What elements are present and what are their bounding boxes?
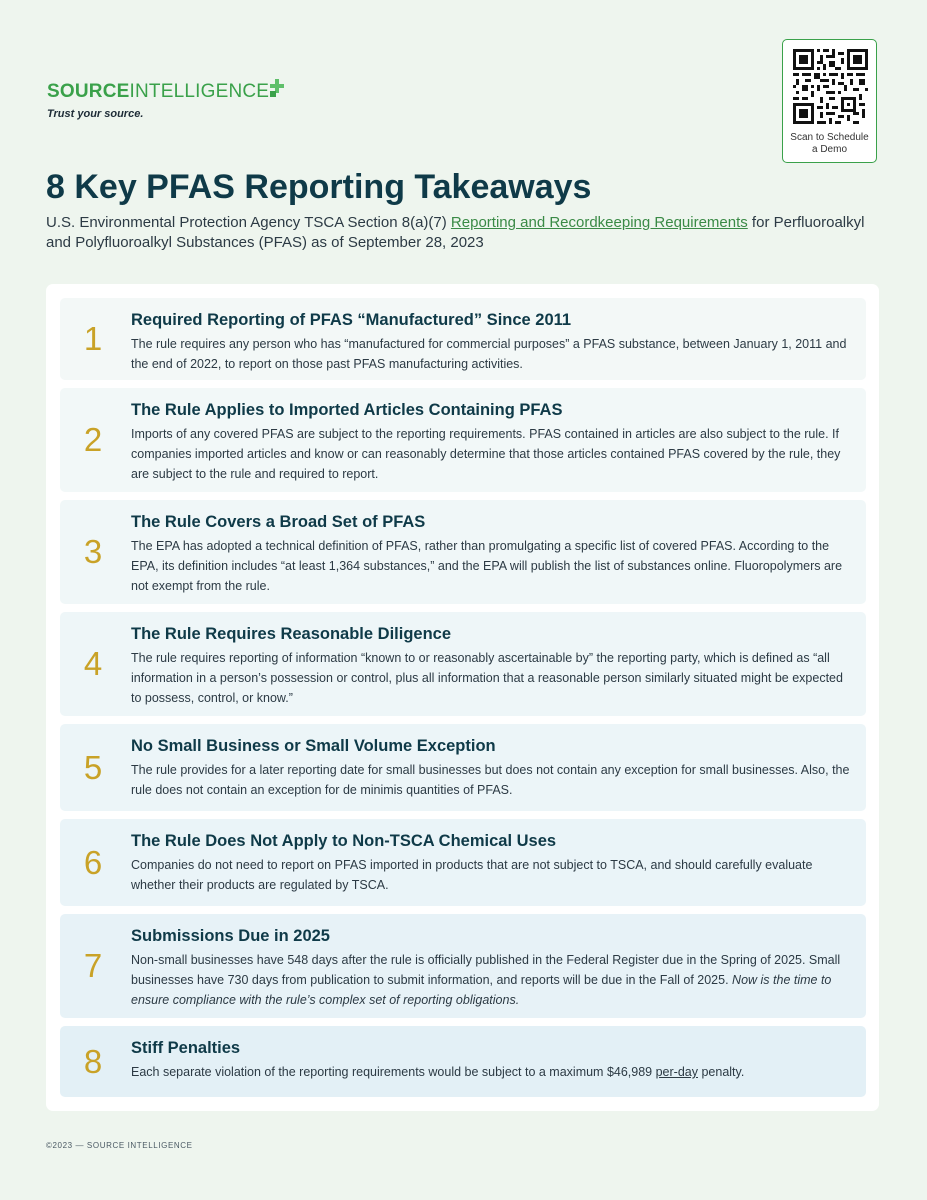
takeaway-number: 6: [83, 843, 103, 881]
takeaway-title: Required Reporting of PFAS “Manufactured” Since 2011: [131, 311, 572, 329]
qr-code-box[interactable]: [782, 39, 877, 163]
takeaway-body: Imports of any covered PFAS are subject to the reporting requirements. PFAS contained in articles are also subject to the rule. If companies imported articles and know or can reasonably determine that those articles contained PFAS covered by the rule, they are subject to the rule and required to report.: [131, 427, 841, 481]
takeaway-body: Non-small businesses have 548 days after the rule is officially published in the Federal Register due in the Spring of 2025. Small businesses have 730 days from publication to submit information, and reports will be due in the Fall of 2025. Now is the time to ensure compliance with the rule’s complex set of reporting obligations.: [131, 953, 841, 1007]
takeaway-number: 3: [83, 533, 103, 570]
takeaway-body: The rule provides for a later reporting date for small businesses but does not contain any exception for small businesses. Also, the rule does not contain an exception for de minimis quantities of PFAS.: [131, 763, 850, 797]
takeaway-body: The EPA has adopted a technical definition of PFAS, rather than promulgating a specific list of covered PFAS. According to the EPA, its definition includes “at least 1,364 substances,” and the EPA will publish the list of substances online. Fluoropolymers are not exempt from the rule.: [131, 539, 843, 593]
page-title: 8 Key PFAS Reporting Takeaways: [46, 168, 592, 206]
takeaway-number: 4: [83, 645, 103, 682]
brand-logo[interactable]: [47, 82, 284, 120]
takeaway-title: Submissions Due in 2025: [131, 927, 330, 945]
requirements-link[interactable]: Reporting and Recordkeeping Requirements: [450, 214, 748, 231]
takeaway-card-6: [60, 819, 866, 906]
footer-copyright: ©2023 — SOURCE INTELLIGENCE: [46, 1141, 193, 1150]
takeaway-card-2: [60, 388, 866, 492]
plus-mark-icon: [270, 79, 284, 101]
takeaway-title: The Rule Requires Reasonable Diligence: [131, 625, 452, 643]
takeaway-card-5: [60, 724, 866, 811]
takeaway-card-8: [60, 1026, 866, 1097]
takeaway-card-7: [60, 914, 866, 1018]
takeaway-card-3: [60, 500, 866, 604]
takeaway-title: The Rule Does Not Apply to Non-TSCA Chemical Uses: [131, 832, 557, 850]
takeaway-card-1: [60, 298, 866, 380]
takeaway-body: Each separate violation of the reporting requirements would be subject to a maximum $46,989 per-day penalty.: [131, 1065, 745, 1079]
takeaways-panel: [46, 284, 879, 1111]
takeaway-body: The rule requires any person who has “manufactured for commercial purposes” a PFAS substance, between January 1, 2011 and the end of 2022, to report on those past PFAS manufacturing activities.: [131, 337, 847, 371]
takeaway-title: The Rule Applies to Imported Articles Containing PFAS: [131, 401, 563, 419]
takeaway-title: Stiff Penalties: [131, 1039, 241, 1057]
takeaway-number: 5: [83, 748, 103, 786]
page-subtitle: U.S. Environmental Protection Agency TSCA Section 8(a)(7) Reporting and Recordkeeping Requirements for Perfluoroalkyl and Polyfluoroalkyl Substances (PFAS) as of September 28, 2023: [46, 214, 865, 251]
qr-label: Scan to Schedule a Demo: [790, 132, 869, 155]
brand-wordmark: SOURCEINTELLIGENCE: [47, 81, 270, 102]
qr-code-icon: [793, 49, 868, 124]
takeaway-title: No Small Business or Small Volume Exception: [131, 737, 496, 755]
takeaway-number: 8: [83, 1042, 103, 1080]
takeaway-card-4: [60, 612, 866, 716]
takeaway-number: 2: [83, 421, 103, 458]
takeaway-body: Companies do not need to report on PFAS imported in products that are not subject to TSCA, and should carefully evaluate whether their products are regulated by TSCA.: [131, 858, 813, 892]
takeaway-body: The rule requires reporting of information “known to or reasonably ascertainable by” the reporting party, which is defined as “all information in a person’s possession or control, plus all information that a reasonable person similarly situated might be expected to possess, control, or know.”: [131, 651, 843, 705]
takeaway-title: The Rule Covers a Broad Set of PFAS: [131, 513, 426, 531]
takeaway-number: 1: [83, 320, 103, 357]
takeaway-number: 7: [83, 947, 103, 984]
brand-tagline: Trust your source.: [47, 108, 144, 120]
